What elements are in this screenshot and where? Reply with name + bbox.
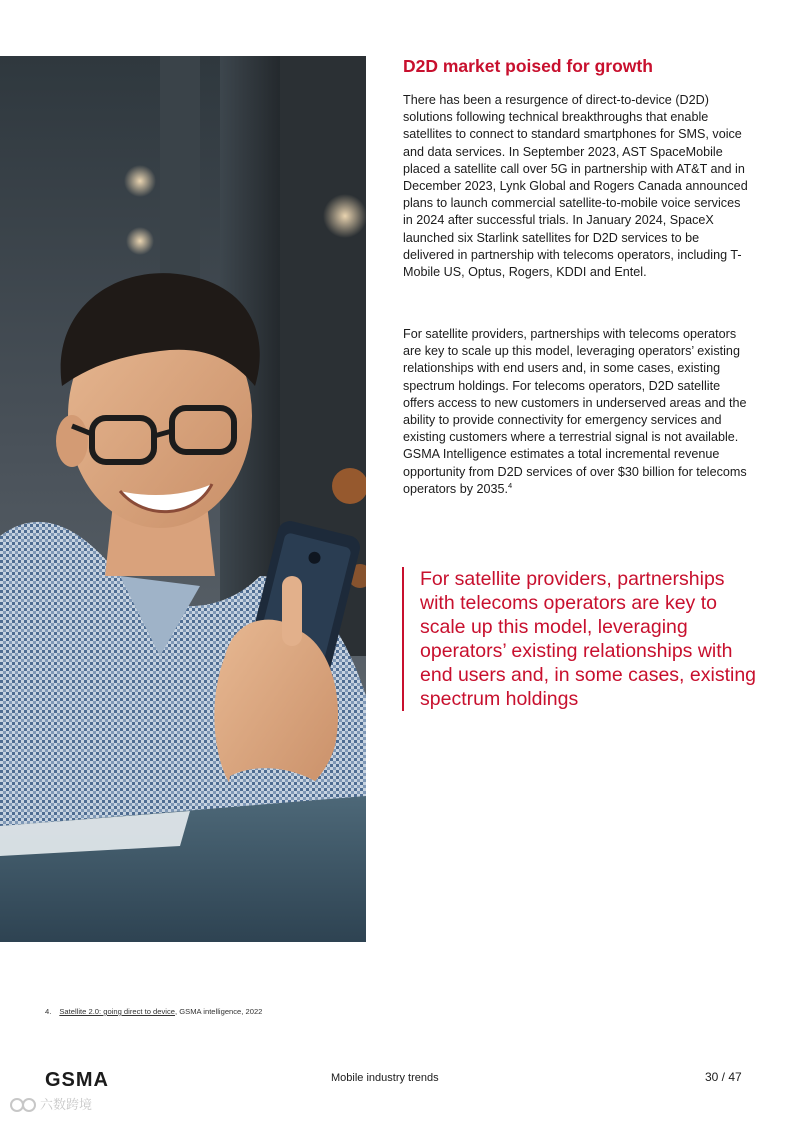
pull-quote [402,567,760,711]
footnote [45,1006,262,1018]
page-number: 30 / 47 [705,1070,742,1084]
footnote-source-detail: , GSMA intelligence, 2022 [175,1007,263,1016]
body-paragraph-2-text: For satellite providers, partnerships with telecoms operators are key to scale up this model, leveraging operators’ existing relationships with end users and, in some cases, existing spectrum holdings. For telecoms operators, D2D satellite offers access to new customers in underserved areas and the ability to provide connectivity for emergency services and existing customers where a terrestrial signal is not available. GSMA Intelligence estimates a total incremental revenue opportunity from D2D services of over $30 billion for telecoms operators by 2035. [403,327,747,496]
watermark [10,1097,92,1113]
section-heading: D2D market poised for growth [403,56,653,76]
watermark-text: 六数跨境 [40,1097,93,1112]
hero-photo [0,56,366,942]
footnote-number: 4. [45,1007,52,1016]
footer-document-title: Mobile industry trends [331,1072,439,1084]
gsma-logo: GSMA [45,1069,109,1091]
footnote-source-link[interactable]: Satellite 2.0: going direct to device [59,1007,176,1016]
watermark-logo-icon [10,1097,36,1113]
footnote-reference[interactable]: 4 [508,480,513,490]
pull-quote-text: For satellite providers, partnerships with telecoms operators are key to scale up this model, leveraging operators’ existing relationships with end users and, in some cases, existing spectrum holdings [420,568,757,710]
body-paragraph-1: There has been a resurgence of direct-to-device (D2D) solutions following technical breakthroughs that enable satellites to connect to standard smartphones for SMS, voice and data services. In September 2023, AST SpaceMobile placed a satellite call over 5G in partnership with AT&T and in December 2023, Lynk Global and Rogers Canada announced plans to launch commercial satellite-to-mobile voice services in 2024 after successful trials. In January 2024, SpaceX launched six Starlink satellites for D2D services to be delivered in partnership with telecoms operators, including T-Mobile US, Optus, Rogers, KDDI and Entel. [403,93,748,280]
body-paragraph-2 [403,326,751,498]
